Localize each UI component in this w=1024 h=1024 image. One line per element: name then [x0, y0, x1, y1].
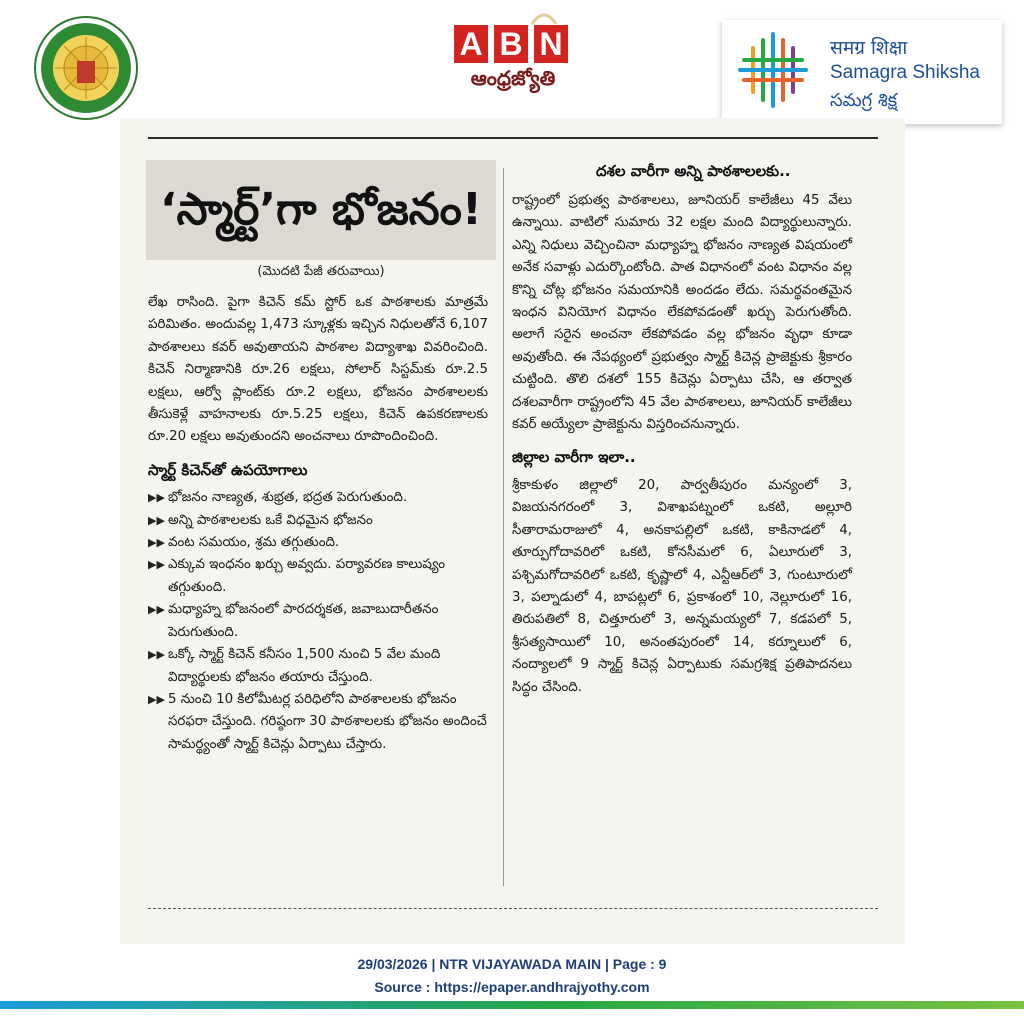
ss-hindi-name: समग्र शिक्षा: [830, 37, 908, 59]
list-item: ▶▶ ఒక్కో స్మార్ట్ కిచెన్ కనీసం 1,500 నుంచి 5 వేల మంది విద్యార్థులకు భోజనం తయారు చేస్తుంది.: [148, 644, 488, 689]
headline: ‘స్మార్ట్’గా భోజనం!: [159, 184, 483, 235]
benefits-heading: స్మార్ట్ కిచెన్‌తో ఉపయోగాలు: [148, 460, 308, 479]
list-item: ▶▶ ఎక్కువ ఇంధనం ఖర్చు అవ్వదు. పర్యావరణ కాలుష్యం తగ్గుతుంది.: [148, 554, 488, 599]
double-arrow-icon: ▶▶: [148, 491, 165, 505]
abn-letter-a: A: [454, 25, 488, 63]
samagra-shiksha-logo: [722, 20, 1002, 124]
double-arrow-icon: ▶▶: [148, 692, 165, 706]
ap-government-seal-icon: [33, 15, 139, 121]
list-item: ▶▶ మధ్యాహ్న భోజనంలో పారదర్శకత, జవాబుదారీతనం పెరుగుతుంది.: [148, 599, 488, 644]
double-arrow-icon: ▶▶: [148, 513, 165, 527]
list-item: ▶▶ అన్ని పాఠశాలలకు ఒకే విధమైన భోజనం: [148, 510, 488, 532]
benefits-list: [148, 487, 488, 756]
left-column: [148, 292, 488, 756]
source-link[interactable]: Source : https://epaper.andhrajyothy.com: [374, 979, 650, 995]
abn-letter-n: N: [534, 25, 568, 63]
list-item: ▶▶ వంట సమయం, శ్రమ తగ్గుతుంది.: [148, 532, 488, 554]
continued-note: (మొదటి పేజీ తరువాయి): [257, 264, 385, 279]
column-divider: [503, 168, 504, 886]
abn-andhrajyothy-logo: [448, 8, 578, 108]
double-arrow-icon: ▶▶: [148, 603, 165, 617]
samagra-shiksha-emblem-icon: [736, 30, 810, 110]
ss-telugu-name: సమగ్ర శిక్ష: [830, 90, 898, 111]
rollout-paragraph: రాష్ట్రంలో ప్రభుత్వ పాఠశాలలు, జూనియర్ కాలేజీలు 45 వేలు ఉన్నాయి. వాటిలో సుమారు 32 లక్షల మంది విద్యార్థులున్నారు. ఎన్ని నిధులు వెచ్చించినా మధ్యాహ్న భోజనం నాణ్యత విషయంలో అనేక సవాళ్లు ఎదుర్కొంటోంది. పాత విధానంలో వంట విధానం వల్ల కొన్ని చోట్ల భోజనం సమయానికి అందడం లేదు. సమర్థవంతమైన ఇంధన వినియోగ విధానం లేకపోవడంతో ఖర్చు పెరుగుతోంది. అలాగే సరైన అంచనా లేకపోవడం వల్ల భోజనం వృధా కూడా అవుతోంది. ఈ నేపథ్యంలో ప్రభుత్వం స్మార్ట్ కిచెన్ల ప్రాజెక్టుకు శ్రీకారం చుట్టింది. తొలి దశలో 155 కిచెన్లు ఏర్పాటు చేసి, ఆ తర్వాత దశలవారీగా రాష్ట్రంలోని 45 వేల పాఠశాలలు, జూనియర్ కాలేజీలు కవర్ అయ్యేలా ప్రాజెక్టును విస్తరించనున్నారు.: [512, 193, 852, 433]
double-arrow-icon: ▶▶: [148, 536, 165, 550]
sun-rays-icon: [530, 8, 558, 26]
phased-rollout-heading: దశల వారీగా అన్ని పాఠశాలలకు..: [596, 162, 791, 180]
top-rule: [148, 137, 878, 139]
list-item: ▶▶ 5 నుంచి 10 కిలోమీటర్ల పరిధిలోని పాఠశాలలకు భోజనం సరఫరా చేస్తుంది. గరిష్ఠంగా 30 పాఠశాలలకు భోజనం అందించే సామర్థ్యంతో స్మార్ట్ కిచెన్లు ఏర్పాటు చేస్తారు.: [148, 689, 488, 756]
headline-box: [146, 160, 496, 260]
edition-info: 29/03/2026 | NTR VIJAYAWADA MAIN | Page : 9: [357, 956, 667, 972]
bottom-rule: [148, 908, 878, 909]
ss-english-name: Samagra Shiksha: [830, 62, 980, 83]
abn-subtitle: ఆంధ్రజ్యోతి: [470, 66, 556, 90]
district-paragraph: శ్రీకాకుళం జిల్లాలో 20, పార్వతీపురం మన్యంలో 3, విజయనగరంలో 3, విశాఖపట్నంలో ఒకటి, అల్లూరి సీతారామరాజులో 4, అనకాపల్లిలో ఒకటి, కాకినాడలో 4, తూర్పుగోదావరిలో ఒకటి, కోనసీమలో 6, ఏలూరులో 3, పశ్చిమగోదావరిలో ఒకటి, కృష్ణాలో 4, ఎన్టీఆర్‌లో 3, గుంటూరులో 3, పల్నాడులో 4, బాపట్లలో 6, ప్రకాశంలో 10, నెల్లూరులో 16, తిరుపతిలో 8, చిత్తూరులో 3, అన్నమయ్యలో 7, కడపలో 5, శ్రీసత్యసాయిలో 10, అనంతపురంలో 14, కర్నూలులో 6, నంద్యాలలో 9 స్మార్ట్ కిచెన్ల ఏర్పాటుకు సమగ్రశిక్ష ప్రతిపాదనలు సిద్ధం చేసింది.: [512, 477, 852, 695]
double-arrow-icon: ▶▶: [148, 648, 165, 662]
right-column: [512, 190, 852, 699]
abn-letter-b: B: [494, 25, 528, 63]
left-intro-paragraph: లేఖ రాసింది. పైగా కిచెన్ కమ్ స్టోర్ ఒక పాఠశాలకు మాత్రమే పరిమితం. అందువల్ల 1,473 స్కూళ్లకు ఇచ్చిన నిధులతోనే 6,107 పాఠశాలలు కవర్ అవుతాయని పాఠశాల విద్యాశాఖ వివరించింది. కిచెన్ నిర్మాణానికి రూ.26 లక్షలు, సోలార్ సిస్టమ్‌కు రూ.2.5 లక్షలు, ఆర్వో ప్లాంట్‌కు రూ.2 లక్షలు, భోజనం పాఠశాలలకు తీసుకెళ్లే వాహనాలకు రూ.5.25 లక్షలు, కిచెన్ ఉపకరణాలకు రూ.20 లక్షలు అవుతుందని అంచనాలు రూపొందించింది.: [148, 295, 488, 445]
double-arrow-icon: ▶▶: [148, 558, 165, 572]
footer-color-stripe: [0, 1001, 1024, 1009]
list-item: ▶▶ భోజనం నాణ్యత, శుభ్రత, భద్రత పెరుగుతుంది.: [148, 487, 488, 509]
district-heading: జిల్లాల వారీగా ఇలా..: [512, 448, 636, 467]
